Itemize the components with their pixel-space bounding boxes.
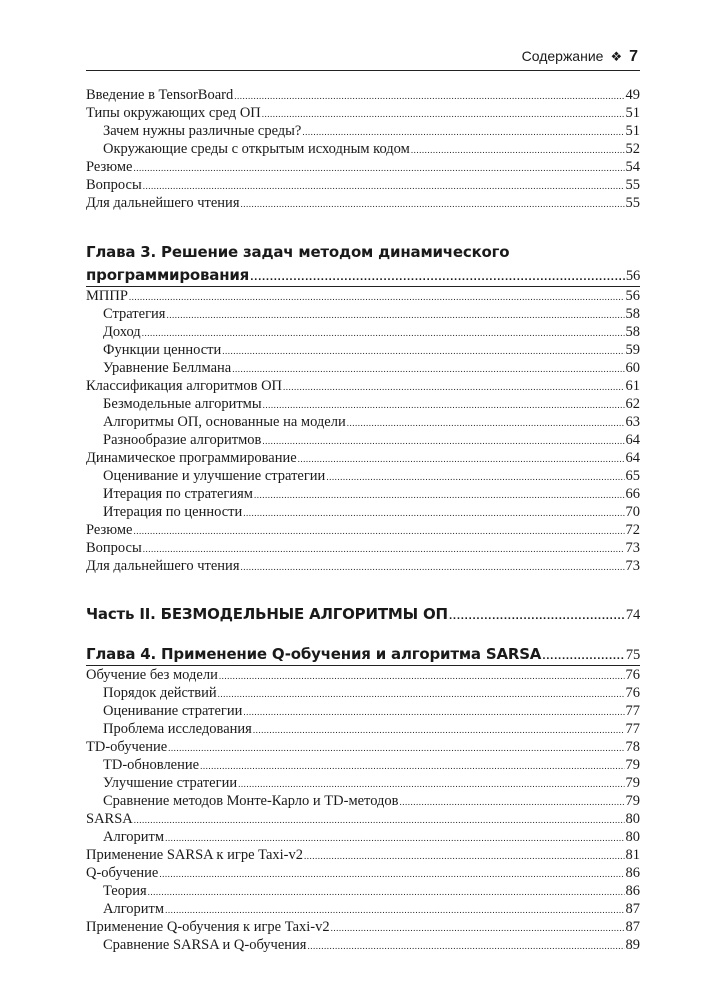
header-page-number: 7 xyxy=(629,48,638,65)
toc-entry-title: Алгоритмы ОП, основанные на модели xyxy=(103,414,346,430)
chapter4-title: Глава 4. Применение Q-обучения и алгоритма SARSA xyxy=(86,645,542,663)
toc-entry-page: 51 xyxy=(625,123,640,139)
chapter3-page: 56 xyxy=(625,268,640,284)
chapter3-heading[interactable] xyxy=(86,264,640,286)
toc-entry[interactable] xyxy=(86,828,640,846)
dot-leader xyxy=(298,450,625,467)
toc-entry-title: Стратегия xyxy=(103,306,166,322)
toc-entry[interactable] xyxy=(86,377,640,395)
toc-entry[interactable] xyxy=(86,846,640,864)
part2-heading[interactable] xyxy=(86,603,640,625)
toc-entry-title: Проблема исследования xyxy=(103,721,252,737)
toc-entry[interactable] xyxy=(86,684,640,702)
toc-entry-title: Порядок действий xyxy=(103,685,217,701)
toc-entry[interactable] xyxy=(86,810,640,828)
toc-entry-title: Итерация по ценности xyxy=(103,504,243,520)
dot-leader xyxy=(263,396,625,413)
toc-entry-title: Для дальнейшего чтения xyxy=(86,558,240,574)
dot-leader xyxy=(542,646,625,665)
dot-leader xyxy=(240,195,624,212)
toc-entry-title: Улучшение стратегии xyxy=(103,775,238,791)
toc-entry[interactable] xyxy=(86,792,640,810)
toc-entry[interactable] xyxy=(86,323,640,341)
toc-entry[interactable] xyxy=(86,936,640,954)
dot-leader xyxy=(262,432,624,449)
dot-leader xyxy=(243,703,624,720)
toc-entry-page: 55 xyxy=(625,195,640,211)
toc-entry-page: 80 xyxy=(625,829,640,845)
dot-leader xyxy=(200,757,624,774)
toc-entry-page: 64 xyxy=(625,432,640,448)
dot-leader xyxy=(143,177,625,194)
dot-leader xyxy=(143,540,625,557)
toc-entry-title: Безмодельные алгоритмы xyxy=(103,396,262,412)
table-of-contents xyxy=(86,86,640,954)
dot-leader xyxy=(168,739,624,756)
toc-entry[interactable] xyxy=(86,413,640,431)
toc-entry[interactable] xyxy=(86,194,640,212)
dot-leader xyxy=(129,288,625,305)
toc-entry-page: 87 xyxy=(625,901,640,917)
dot-leader xyxy=(250,267,625,286)
toc-entry[interactable] xyxy=(86,359,640,377)
toc-entry-title: Вопросы xyxy=(86,177,142,193)
dot-leader xyxy=(262,105,625,122)
toc-entry[interactable] xyxy=(86,341,640,359)
dot-leader xyxy=(148,883,625,900)
chapter4-page: 75 xyxy=(625,647,640,663)
toc-entry-page: 86 xyxy=(625,865,640,881)
toc-entry-title: Уравнение Беллмана xyxy=(103,360,232,376)
toc-entry-title: Динамическое программирование xyxy=(86,450,297,466)
dot-leader xyxy=(347,414,625,431)
dot-leader xyxy=(400,793,625,810)
dot-leader xyxy=(411,141,625,158)
toc-entry-page: 63 xyxy=(625,414,640,430)
toc-entry-page: 55 xyxy=(625,177,640,193)
toc-entry[interactable] xyxy=(86,521,640,539)
dot-leader xyxy=(254,486,625,503)
toc-entry[interactable] xyxy=(86,467,640,485)
part2-title: Часть II. БЕЗМОДЕЛЬНЫЕ АЛГОРИТМЫ ОП xyxy=(86,605,448,623)
toc-entry-title: Итерация по стратегиям xyxy=(103,486,253,502)
toc-entry-title: Алгоритм xyxy=(103,901,165,917)
toc-entry-title: Резюме xyxy=(86,522,133,538)
toc-entry-title: SARSA xyxy=(86,811,133,827)
toc-block-chapter2-tail xyxy=(86,86,640,212)
dot-leader xyxy=(326,468,624,485)
toc-entry-page: 77 xyxy=(625,703,640,719)
toc-entry-title: Доход xyxy=(103,324,141,340)
toc-entry[interactable] xyxy=(86,539,640,557)
toc-entry-page: 87 xyxy=(625,919,640,935)
toc-entry-title: Функции ценности xyxy=(103,342,222,358)
toc-entry-page: 77 xyxy=(625,721,640,737)
toc-entry-title: Оценивание стратегии xyxy=(103,703,243,719)
chapter4-entries xyxy=(86,666,640,954)
toc-entry-page: 81 xyxy=(625,847,640,863)
toc-entry[interactable] xyxy=(86,702,640,720)
dot-leader xyxy=(166,306,624,323)
dot-leader xyxy=(165,829,624,846)
toc-entry-page: 62 xyxy=(625,396,640,412)
part2-page: 74 xyxy=(625,607,640,623)
toc-entry[interactable] xyxy=(86,140,640,158)
toc-entry-page: 78 xyxy=(625,739,640,755)
dot-leader xyxy=(133,522,624,539)
toc-entry-page: 58 xyxy=(625,324,640,340)
toc-entry[interactable] xyxy=(86,882,640,900)
dot-leader xyxy=(331,919,625,936)
toc-entry[interactable] xyxy=(86,176,640,194)
toc-entry-page: 79 xyxy=(625,775,640,791)
toc-entry-page: 59 xyxy=(625,342,640,358)
toc-entry-page: 56 xyxy=(625,288,640,304)
dot-leader xyxy=(304,847,624,864)
toc-entry-title: Разнообразие алгоритмов xyxy=(103,432,262,448)
toc-entry-page: 79 xyxy=(625,757,640,773)
dot-leader xyxy=(133,159,624,176)
toc-entry-title: Для дальнейшего чтения xyxy=(86,195,240,211)
toc-entry[interactable] xyxy=(86,287,640,305)
toc-entry[interactable] xyxy=(86,774,640,792)
toc-entry[interactable] xyxy=(86,557,640,575)
toc-entry[interactable] xyxy=(86,86,640,104)
toc-entry-title: Применение SARSA к игре Taxi-v2 xyxy=(86,847,304,863)
toc-entry-title: Резюме xyxy=(86,159,133,175)
toc-entry-page: 79 xyxy=(625,793,640,809)
chapter4-heading[interactable] xyxy=(86,643,640,665)
dot-leader xyxy=(243,504,624,521)
toc-entry-page: 73 xyxy=(625,540,640,556)
toc-entry-title: Обучение без модели xyxy=(86,667,218,683)
dot-leader xyxy=(142,324,625,341)
chapter3-title-line1[interactable]: Глава 3. Решение задач методом динамического xyxy=(86,243,510,261)
toc-entry-title: Q-обучение xyxy=(86,865,159,881)
toc-entry[interactable] xyxy=(86,122,640,140)
header-section-title: Содержание xyxy=(521,48,604,64)
toc-entry-page: 76 xyxy=(625,667,640,683)
toc-entry[interactable] xyxy=(86,918,640,936)
toc-entry[interactable] xyxy=(86,864,640,882)
toc-entry-page: 89 xyxy=(625,937,640,953)
dot-leader xyxy=(159,865,624,882)
toc-entry-page: 49 xyxy=(625,87,640,103)
toc-entry-page: 51 xyxy=(625,105,640,121)
toc-entry[interactable] xyxy=(86,158,640,176)
dot-leader xyxy=(219,667,625,684)
toc-entry[interactable] xyxy=(86,305,640,323)
toc-entry-title: МППР xyxy=(86,288,128,304)
dot-leader xyxy=(449,606,625,625)
toc-entry-title: Алгоритм xyxy=(103,829,165,845)
toc-entry-title: Оценивание и улучшение стратегии xyxy=(103,468,326,484)
toc-entry-page: 73 xyxy=(625,558,640,574)
dot-leader xyxy=(232,360,624,377)
toc-entry-title: Классификация алгоритмов ОП xyxy=(86,378,283,394)
toc-entry[interactable] xyxy=(86,104,640,122)
dot-leader xyxy=(253,721,625,738)
toc-entry-page: 65 xyxy=(625,468,640,484)
dot-leader xyxy=(283,378,624,395)
chapter3-title-line2: программирования xyxy=(86,266,250,284)
toc-entry[interactable] xyxy=(86,738,640,756)
dot-leader xyxy=(134,811,625,828)
toc-entry-page: 60 xyxy=(625,360,640,376)
toc-entry[interactable] xyxy=(86,485,640,503)
toc-entry-title: Вопросы xyxy=(86,540,142,556)
toc-entry-page: 86 xyxy=(625,883,640,899)
toc-entry[interactable] xyxy=(86,449,640,467)
running-header xyxy=(86,48,640,71)
dot-leader xyxy=(238,775,624,792)
toc-entry-title: Применение Q-обучения к игре Taxi-v2 xyxy=(86,919,330,935)
dot-leader xyxy=(165,901,624,918)
dot-leader xyxy=(222,342,624,359)
header-right xyxy=(522,48,638,66)
toc-entry-page: 61 xyxy=(625,378,640,394)
toc-entry-title: Сравнение SARSA и Q-обучения xyxy=(103,937,307,953)
toc-entry[interactable] xyxy=(86,395,640,413)
toc-entry-page: 64 xyxy=(625,450,640,466)
chapter3-entries xyxy=(86,287,640,575)
toc-entry-title: TD-обучение xyxy=(86,739,168,755)
toc-entry-title: Окружающие среды с открытым исходным кодом xyxy=(103,141,410,157)
toc-entry[interactable] xyxy=(86,756,640,774)
toc-entry-page: 58 xyxy=(625,306,640,322)
toc-entry-title: Зачем нужны различные среды? xyxy=(103,123,302,139)
toc-entry[interactable] xyxy=(86,900,640,918)
toc-entry[interactable] xyxy=(86,666,640,684)
toc-entry-title: Типы окружающих сред ОП xyxy=(86,105,261,121)
diamond-ornament-icon: ❖ xyxy=(610,49,623,64)
dot-leader xyxy=(307,937,624,954)
dot-leader xyxy=(218,685,625,702)
toc-entry-page: 72 xyxy=(625,522,640,538)
dot-leader xyxy=(240,558,624,575)
toc-entry-page: 52 xyxy=(625,141,640,157)
toc-entry-page: 54 xyxy=(625,159,640,175)
toc-entry-title: Введение в TensorBoard xyxy=(86,87,234,103)
toc-entry-page: 70 xyxy=(625,504,640,520)
toc-entry-title: Сравнение методов Монте-Карло и TD-методов xyxy=(103,793,399,809)
dot-leader xyxy=(302,123,624,140)
toc-entry[interactable] xyxy=(86,503,640,521)
toc-entry[interactable] xyxy=(86,720,640,738)
toc-entry-title: Теория xyxy=(103,883,147,899)
toc-entry-page: 76 xyxy=(625,685,640,701)
toc-entry-page: 80 xyxy=(625,811,640,827)
toc-entry-title: TD-обновление xyxy=(103,757,200,773)
toc-entry-page: 66 xyxy=(625,486,640,502)
dot-leader xyxy=(234,87,624,104)
toc-entry[interactable] xyxy=(86,431,640,449)
